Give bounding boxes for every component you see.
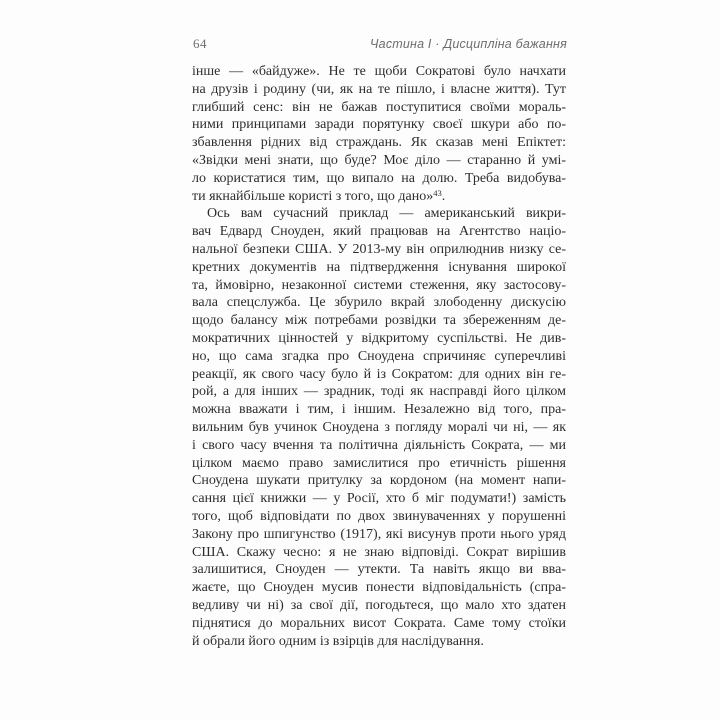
text-line: Ось вам сучасний приклад — американський викри-: [207, 206, 566, 222]
text-line: ними принципами заради порятунку своєї шкури або по-: [192, 117, 566, 133]
text-line: ведливу чи ні) за свої дії, погодьтеся, що мало хто здатен: [192, 597, 566, 613]
text-line: [192, 188, 566, 206]
text-line: жаєте, що Сноуден мусив понести відповідальність (спра-: [192, 580, 566, 596]
text-line: можна вважати і тим, і іншим. Незалежно від того, пра-: [192, 402, 566, 418]
text-line: «Звідки мені знати, що буде? Моє діло — старанно й умі-: [192, 152, 566, 168]
text-line: но, що сама згадка про Сноудена спричиняє суперечливі: [192, 348, 566, 364]
text-line: на друзів і родину (чи, як на те пішло, і власне життя). Тут: [192, 81, 566, 97]
text-line: ло користатися тим, що випало на долю. Треба видобува-: [192, 170, 566, 186]
text-line-segment: .: [441, 188, 446, 204]
text-line: мократичних цінностей у відкритому суспільстві. Не див-: [192, 330, 566, 346]
text-line: Сноудена шукати притулку за кордоном (на момент напи-: [192, 473, 566, 489]
text-line: сання цієї книжки — у Росії, хто б міг подумати!) замість: [192, 491, 566, 507]
text-line: залишитися, Сноуден — утекти. Та навіть якщо ви вва-: [192, 562, 566, 578]
page-number: 64: [193, 36, 207, 51]
body-text: [192, 63, 566, 650]
text-line: й обрали його одним із взірців для наслідування.: [192, 633, 484, 649]
text-line: глибший сенс: він не бажав поступитися своїми мораль-: [192, 99, 566, 115]
text-line: реакції, як свого часу було й із Сократом: для одних він ге-: [192, 366, 566, 382]
page-header: [193, 36, 567, 52]
text-line: США. Скажу чесно: я не знаю відповіді. Сократ вирішив: [192, 544, 566, 560]
text-line: нальної безпеки США. У 2013-му він оприлюднив низку се-: [192, 241, 566, 257]
text-line: інше — «байдуже». Не те щоби Сократові було начхати: [192, 64, 566, 79]
text-line: та, ймовірно, незаконної системи стеження, яку застосову-: [192, 277, 566, 293]
text-line: збавлення рідних від страждань. Як сказав мені Епіктет:: [192, 135, 566, 151]
text-line: і свого часу вчення та політична діяльність Сократа, — ми: [192, 437, 566, 453]
text-line: щодо балансу між потребами розвідки та збереженням де-: [192, 313, 566, 329]
footnote-reference: 43: [433, 187, 442, 198]
text-line: вильним був учинок Сноудена з погляду моралі чи ні, — як: [192, 419, 566, 435]
text-line: вач Едвард Сноуден, який працював на Агентство націо-: [192, 224, 566, 240]
text-line: рой, а для інших — зрадник, тоді як насправді його цілком: [192, 384, 566, 400]
text-line: Закону про шпигунство (1917), які висунув проти нього уряд: [192, 526, 566, 542]
text-line: кретних документів на підтвердження існування широкої: [192, 259, 566, 275]
text-line: цілком маємо право замислитися про етичність рішення: [192, 455, 566, 471]
text-line: того, щоб відповідати по двох звинуваченнях у порушенні: [192, 508, 566, 524]
text-line-segment: ти якнайбільше користі з того, що дано»: [192, 188, 434, 204]
text-line: піднятися до моральних висот Сократа. Саме тому стоїки: [192, 615, 566, 631]
running-head: Частина I · Дисципліна бажання: [370, 37, 567, 51]
text-line: вала спецслужба. Це збурило вкрай злободенну дискусію: [192, 295, 566, 311]
